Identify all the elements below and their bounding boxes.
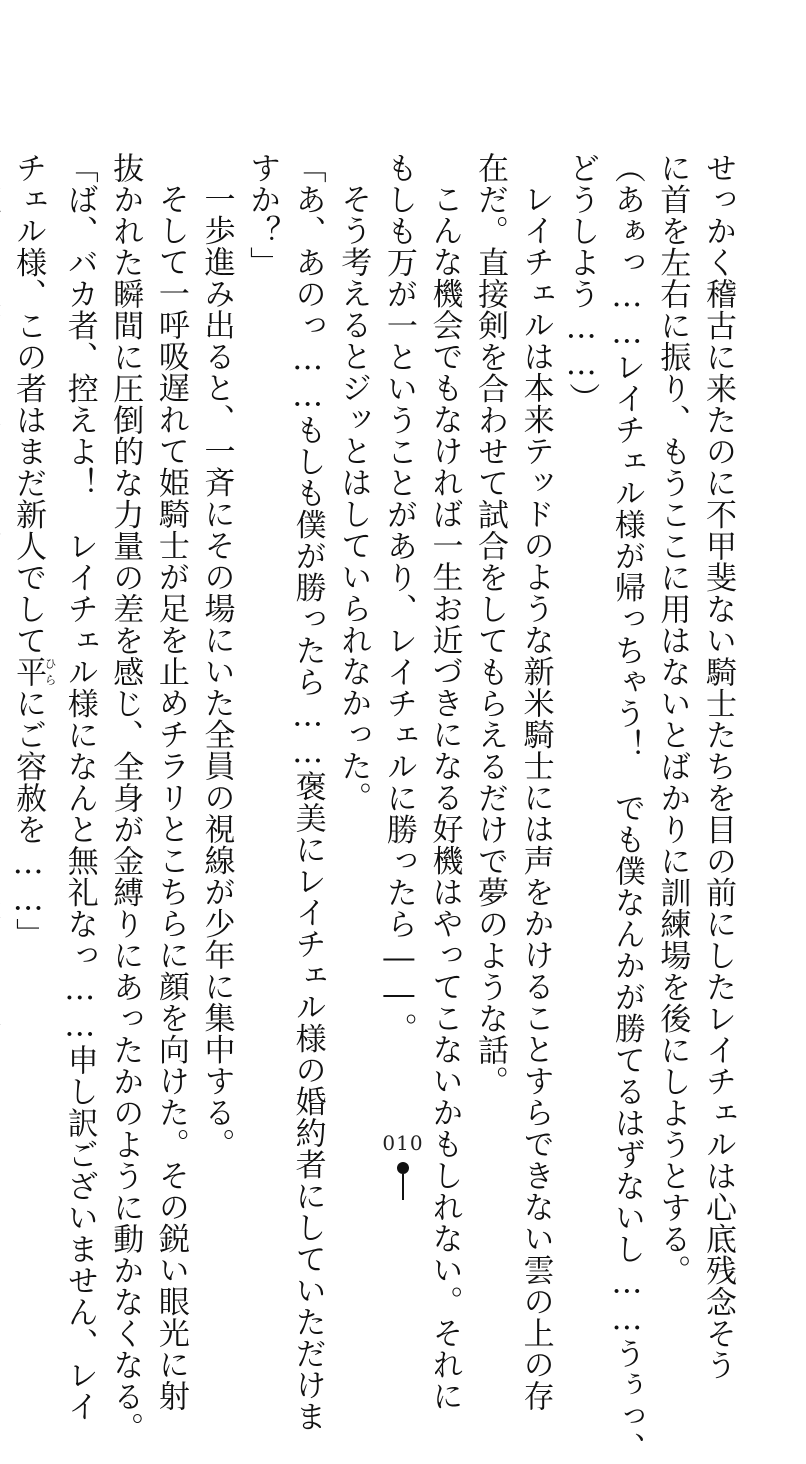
text-line: せっかく稽古に来たのに不甲斐ない騎士たちを目の前にしたレイチェルは心底残念そう <box>700 152 736 1381</box>
text-line: 一歩進み出ると、一斉にその場にいた全員の視線が少年に集中する。 <box>198 183 235 1160</box>
bookmark-line <box>402 1174 404 1200</box>
text-line: そう考えるとジッとはしていられなかった。 <box>335 183 372 813</box>
page-number: 010 <box>382 1131 424 1155</box>
text-line: こんな機会でもなければ一生お近づきになる好機はやってこないかもしれない。それに <box>426 183 463 1412</box>
text-line: に首を左右に振り、もうここに用はないとばかりに訓練場を後にしようとする。 <box>654 152 691 1286</box>
text-line: 抜かれた瞬間に圧倒的な力量の差を感じ、全身が金縛りにあったかのように動かなくなる。 <box>107 152 144 1444</box>
text-line: 「あ、あのっ……もしも僕が勝ったら……褒美にレイチェル様の婚約者にしていただけま <box>289 152 326 1432</box>
text-line: もしも万が一ということがあり、レイチェルに勝ったら――。 <box>380 152 417 1044</box>
text-line: どうしよう……） <box>563 152 600 414</box>
text-line: すか？」 <box>244 152 281 278</box>
text-line: レイチェルは本来テッドのような新米騎士には声をかけることすらできない雲の上の存 <box>517 183 554 1412</box>
text-line: （あぁっ……レイチェル様が帰っちゃう！ でも僕なんかが勝てるはずないし……うぅっ、 <box>608 152 645 1464</box>
text-line: そして一呼吸遅れて姫騎士が足を止めチラリとこちらに顔を向けた。その鋭い眼光に射 <box>152 183 189 1412</box>
ruby-reading: ひら <box>43 656 58 688</box>
text-line <box>0 152 5 1112</box>
ruby-annotation: 平ひら <box>10 656 58 688</box>
text-line: チェル様、この者はまだ新人でして平ひらにご容赦を……」 <box>10 152 58 950</box>
text-line: 在だ。直接剣を合わせて試合をしてもらえるだけで夢のような話。 <box>472 152 509 1097</box>
text-line: 「ば、バカ者、控えよ！ レイチェル様になんと無礼なっ……申し訳ございません、レイ <box>61 152 98 1422</box>
bookmark-dot-icon <box>397 1162 409 1174</box>
